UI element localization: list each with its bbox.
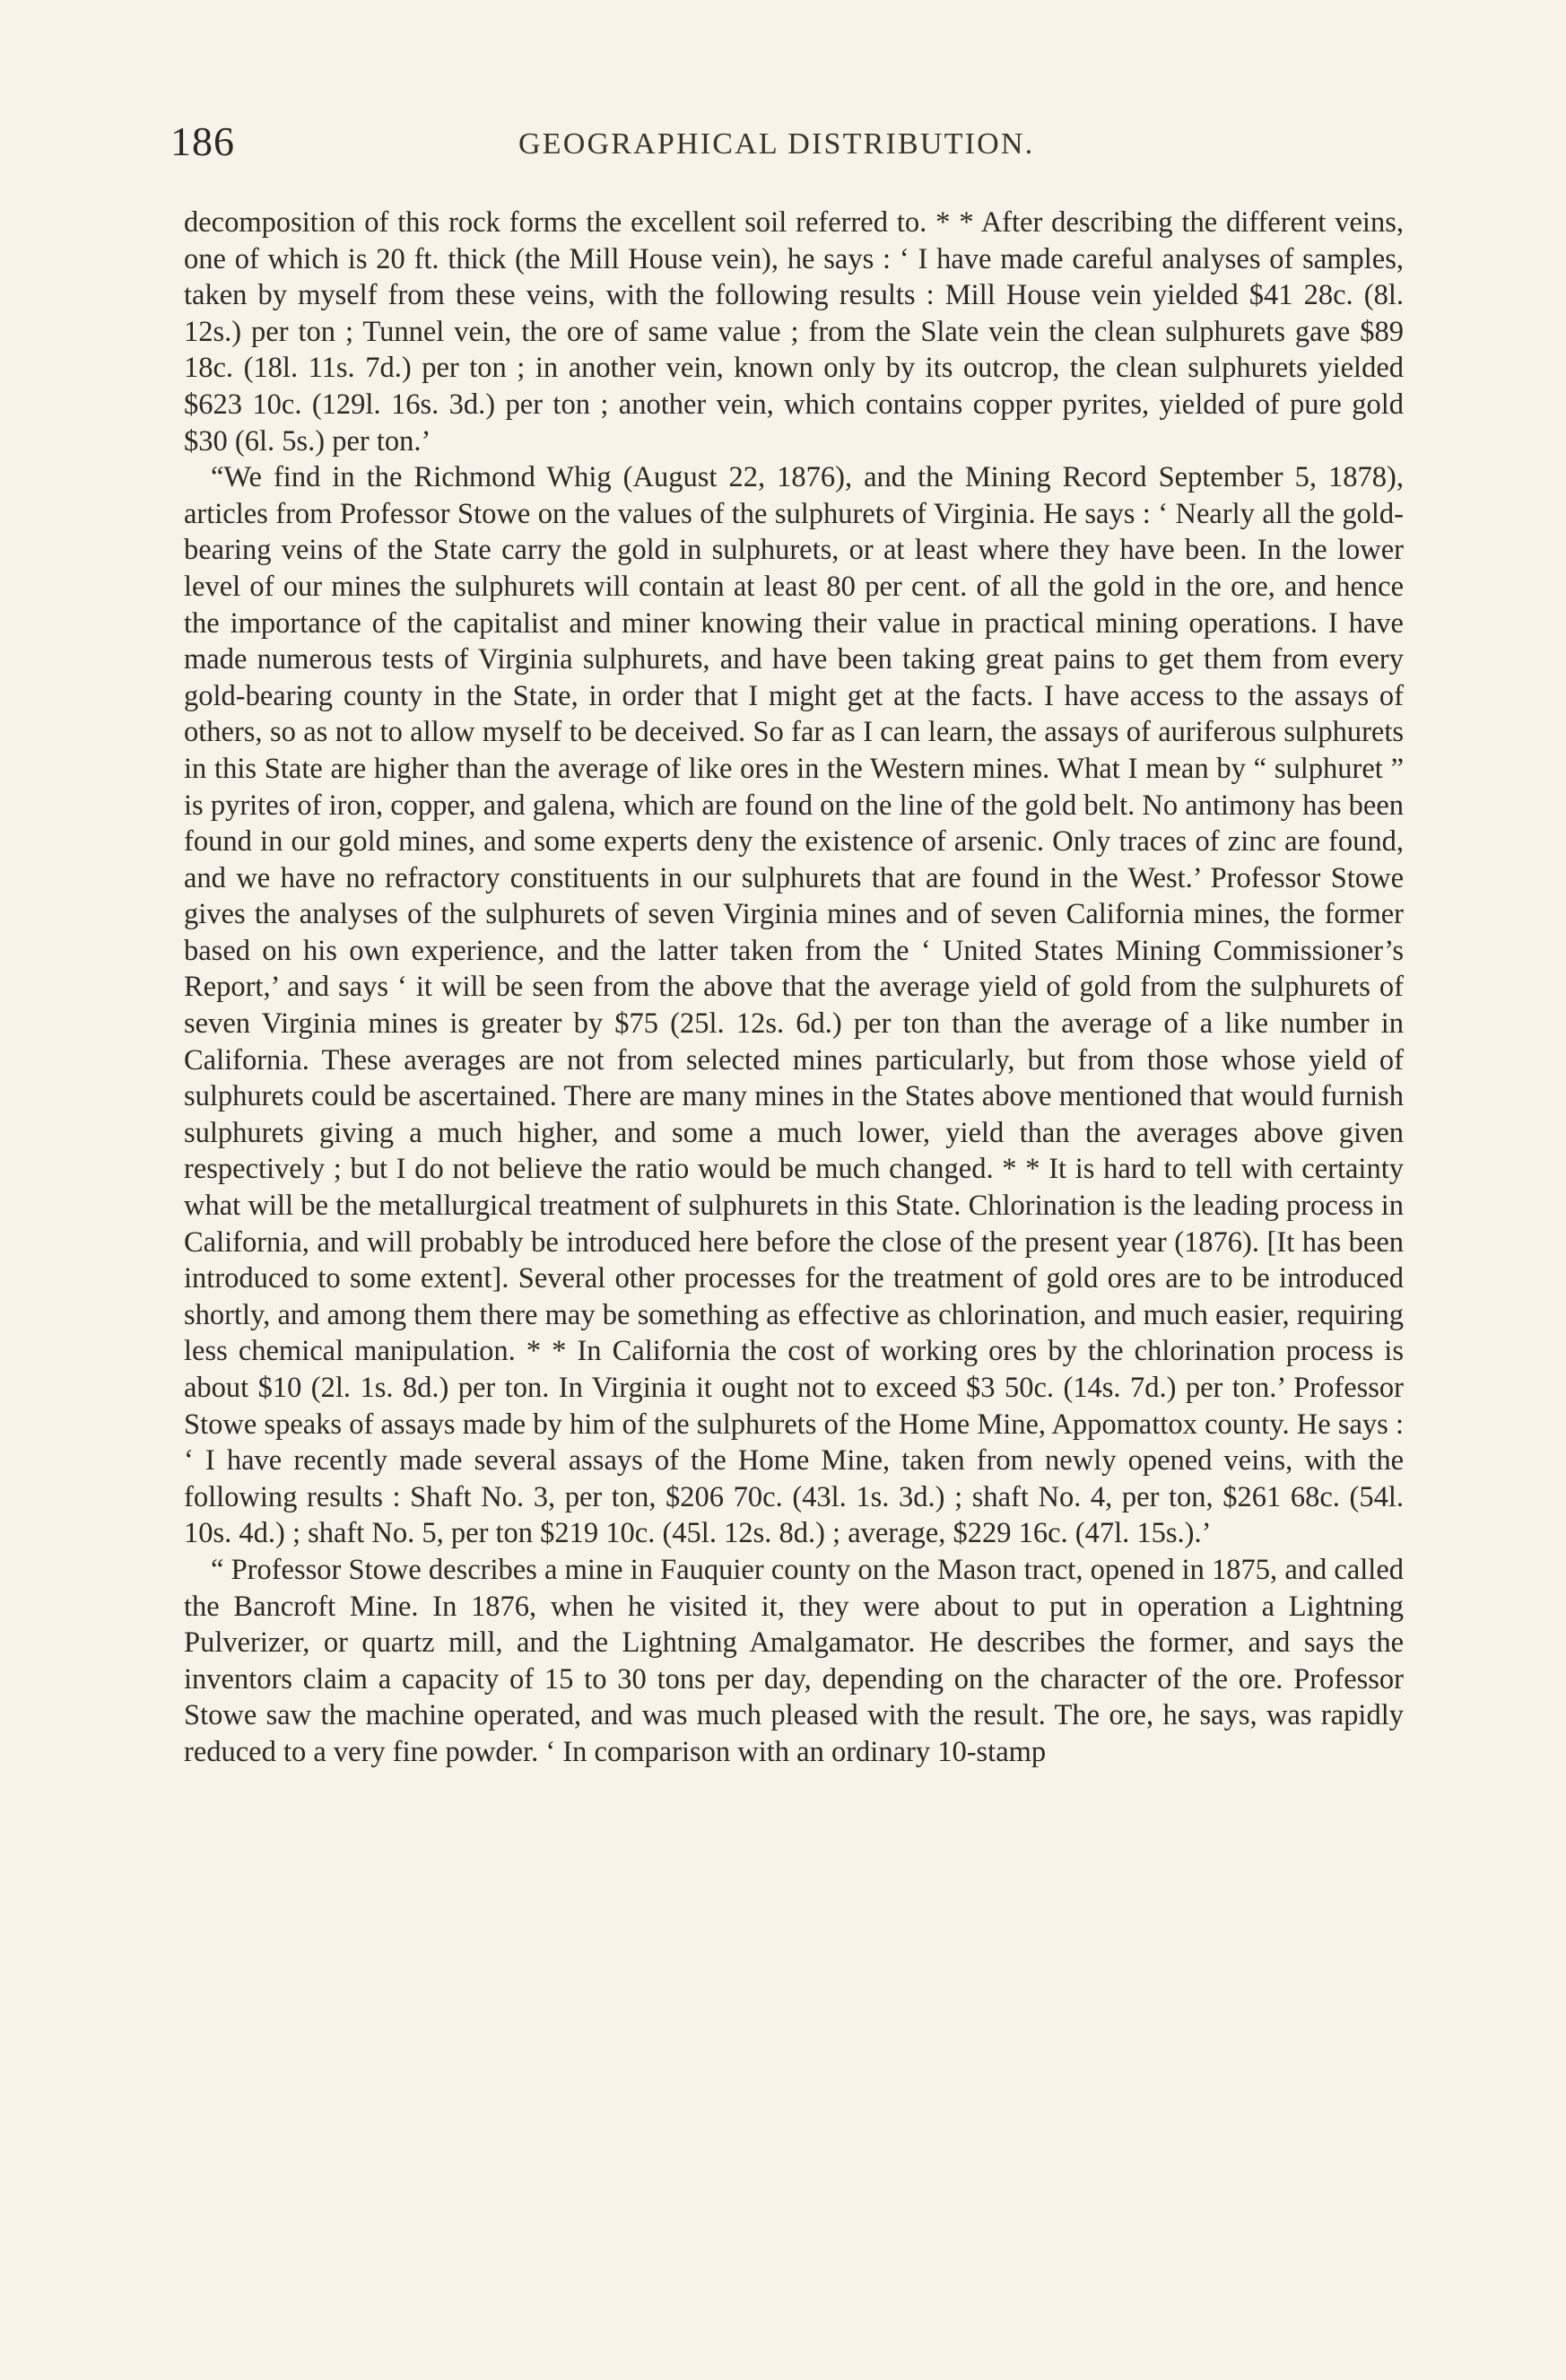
paragraph: “We find in the Richmond Whig (August 22, 1876), and the Mining Record September 5, 1878), articles from Professor Stowe on the values of the sulphurets of Virginia. He says : ‘ Nearly all the gold-bearing veins of the State carry the gold in sulphurets, or at least where they have been. In the lower level of our mines the sulphurets will contain at least 80 per cent. of all the gold in the ore, and hence the importance of the capitalist and miner knowing their value in practical mining operations. I have made numerous tests of Virginia sulphurets, and have been taking great pains to get them from every gold-bearing county in the State, in order that I might get at the facts. I have access to the assays of others, so as not to allow myself to be deceived. So far as I can learn, the assays of auriferous sulphurets in this State are higher than the average of like ores in the Western mines. What I mean by “ sulphuret ” is pyrites of iron, copper, and galena, which are found on the line of the gold belt. No antimony has been found in our gold mines, and some experts deny the existence of arsenic. Only traces of zinc are found, and we have no refractory constituents in our sulphurets that are found in the West.’ Professor Stowe gives the analyses of the sulphurets of seven Virginia mines and of seven California mines, the former based on his own experience, and the latter taken from the ‘ United States Mining Commissioner’s Report,’ and says ‘ it will be seen from the above that the average yield of gold from the sulphurets of seven Virginia mines is greater by $75 (25l. 12s. 6d.) per ton than the average of a like number in California. These averages are not from selected mines particularly, but from those whose yield of sulphurets could be ascertained. There are many mines in the States above mentioned that would furnish sulphurets giving a much higher, and some a much lower, yield than the averages above given respectively ; but I do not believe the ratio would be much changed. * * It is hard to tell with certainty what will be the metallurgical treatment of sulphurets in this State. Chlorination is the leading process in California, and will probably be introduced here before the close of the present year (1876). [It has been introduced to some extent]. Several other processes for the treatment of gold ores are to be introduced shortly, and among them there may be something as effective as chlorination, and much easier, requiring less chemical manipulation. * * In California the cost of working ores by the chlorination process is about $10 (2l. 1s. 8d.) per ton. In Virginia it ought not to exceed $3 50c. (14s. 7d.) per ton.’ Professor Stowe speaks of assays made by him of the sulphurets of the Home Mine, Appomattox county. He says : ‘ I have recently made several assays of the Home Mine, taken from newly opened veins, with the following results : Shaft No. 3, per ton, $206 70c. (43l. 1s. 3d.) ; shaft No. 4, per ton, $261 68c. (54l. 10s. 4d.) ; shaft No. 5, per ton $219 10c. (45l. 12s. 8d.) ; average, $229 16c. (47l. 15s.).’ <box>184 461 1404 1550</box>
page-header <box>0 115 1566 169</box>
page-number: 186 <box>170 118 235 164</box>
body-text <box>184 205 1404 1771</box>
running-head: GEOGRAPHICAL DISTRIBUTION. <box>518 127 1035 161</box>
paragraph: “ Professor Stowe describes a mine in Fauquier county on the Mason tract, opened in 1875, and called the Bancroft Mine. In 1876, when he visited it, they were about to put in operation a Lightning Pulverizer, or quartz mill, and the Lightning Amalgamator. He describes the former, and says the inventors claim a capacity of 15 to 30 tons per day, depending on the character of the ore. Professor Stowe saw the machine operated, and was much pleased with the result. The ore, he says, was rapidly reduced to a very fine powder. ‘ In comparison with an ordinary 10-stamp <box>184 1553 1404 1768</box>
paragraph: decomposition of this rock forms the excellent soil referred to. * * After describing the different veins, one of which is 20 ft. thick (the Mill House vein), he says : ‘ I have made careful analyses of samples, taken by myself from these veins, with the following results : Mill House vein yielded $41 28c. (8l. 12s.) per ton ; Tunnel vein, the ore of same value ; from the Slate vein the clean sulphurets gave $89 18c. (18l. 11s. 7d.) per ton ; in another vein, known only by its outcrop, the clean sulphurets yielded $623 10c. (129l. 16s. 3d.) per ton ; another vein, which contains copper pyrites, yielded of pure gold $30 (6l. 5s.) per ton.’ <box>184 206 1404 458</box>
